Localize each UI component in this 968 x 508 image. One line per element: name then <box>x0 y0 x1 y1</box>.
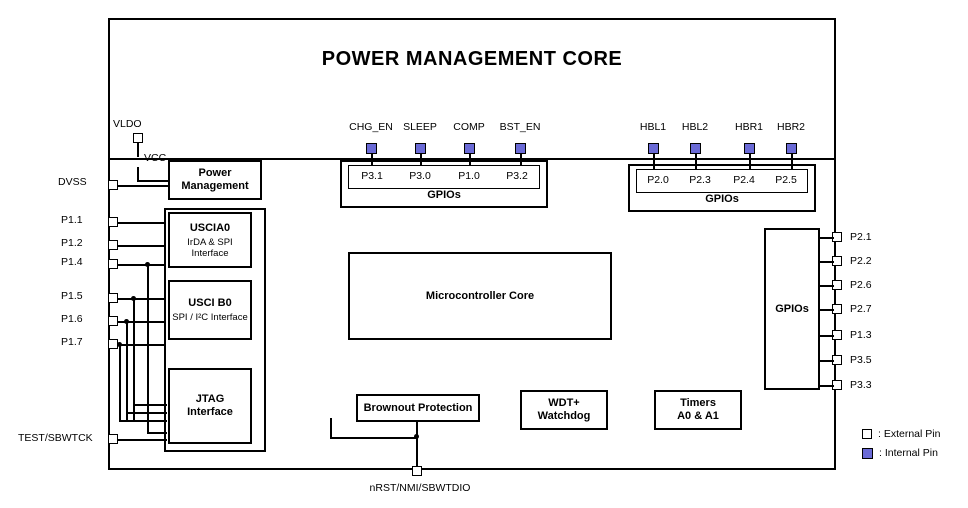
pin-label-comp: COMP <box>453 121 485 133</box>
external-pin-p15[interactable] <box>108 293 118 303</box>
pin-label-p16: P1.6 <box>61 313 83 325</box>
block-microcontroller-core[interactable] <box>348 252 612 340</box>
internal-pin-bst-en[interactable] <box>515 143 526 154</box>
internal-pin-icon <box>862 448 873 459</box>
internal-pin-hbr1[interactable] <box>744 143 755 154</box>
wire-p27 <box>820 309 834 311</box>
pin-label-p15: P1.5 <box>61 290 83 302</box>
pin-label-bst-en: BST_EN <box>499 121 541 133</box>
pin-label-hbr2: HBR2 <box>776 121 805 133</box>
block-brownout-protection[interactable] <box>356 394 480 422</box>
block-title-gpios-top-right: GPIOs <box>705 193 739 205</box>
wire-p14-down <box>147 264 149 432</box>
internal-pin-hbl1[interactable] <box>648 143 659 154</box>
pin-label-test-sbwtck: TEST/SBWTCK <box>18 432 93 444</box>
legend-label-external: : External Pin <box>878 428 941 440</box>
internal-pin-comp[interactable] <box>464 143 475 154</box>
block-title-power-management: Power <box>198 167 232 179</box>
gpio-port-p25: P2.5 <box>775 174 797 186</box>
gpio-port-p10: P1.0 <box>458 170 480 182</box>
block-sub-uscib0: SPI / I²C Interface <box>172 312 248 323</box>
block-title-wdt: WDT+ <box>548 397 580 409</box>
legend-label-internal: : Internal Pin <box>879 447 938 459</box>
external-pin-p12[interactable] <box>108 240 118 250</box>
wire-p26 <box>820 285 834 287</box>
block-uscib0[interactable] <box>168 280 252 340</box>
pin-label-vcc: VCC <box>144 152 167 164</box>
block-wdt-watchdog[interactable] <box>520 390 608 430</box>
pin-label-p13: P1.3 <box>850 329 872 341</box>
pin-label-p27: P2.7 <box>850 303 872 315</box>
wire-vldo <box>137 143 139 157</box>
wire-p12 <box>118 245 166 247</box>
external-pin-p11[interactable] <box>108 217 118 227</box>
legend-row-external <box>862 428 966 440</box>
wire-chg-en <box>371 154 373 166</box>
internal-pin-hbl2[interactable] <box>690 143 701 154</box>
block-jtag[interactable] <box>168 368 252 444</box>
wire-test-sbwtck <box>118 439 167 441</box>
wire-comp <box>469 154 471 166</box>
page-title: POWER MANAGEMENT CORE <box>321 48 623 70</box>
wire-hbr2 <box>791 154 793 170</box>
legend-row-internal <box>862 447 966 459</box>
external-pin-dvss[interactable] <box>108 180 118 190</box>
wire-p17 <box>118 344 166 346</box>
wire-p21 <box>820 237 834 239</box>
block-title-gpios-top-left: GPIOs <box>427 189 461 201</box>
wire-hbr1 <box>749 154 751 170</box>
block-title-microcontroller-core: Microcontroller Core <box>425 289 535 302</box>
pin-label-p11: P1.1 <box>61 214 83 226</box>
wire-p17-down <box>119 344 121 420</box>
wire-hbl2 <box>695 154 697 170</box>
wire-p15-down <box>133 298 135 420</box>
block-title-gpios-right: GPIOs <box>775 302 809 315</box>
block-uscia0[interactable] <box>168 212 252 268</box>
external-pin-p14[interactable] <box>108 259 118 269</box>
wire-p15 <box>118 298 166 300</box>
block-title-power-management-2: Management <box>181 180 249 192</box>
wire-dvss <box>118 185 169 187</box>
external-pin-icon <box>862 429 872 439</box>
block-title-uscia0: USCIA0 <box>189 221 231 234</box>
pin-label-p35: P3.5 <box>850 354 872 366</box>
wire-p22 <box>820 261 834 263</box>
wire-jtag-bus-a <box>119 420 167 422</box>
pin-label-chg-en: CHG_EN <box>349 121 393 133</box>
internal-pin-chg-en[interactable] <box>366 143 377 154</box>
wire-bst-en <box>520 154 522 166</box>
pin-label-p33: P3.3 <box>850 379 872 391</box>
block-title-brownout-protection: Brownout Protection <box>363 401 473 414</box>
pin-label-p26: P2.6 <box>850 279 872 291</box>
block-title-timers-2: A0 & A1 <box>677 410 719 422</box>
wire-p16-down <box>126 321 128 420</box>
external-pin-nrst[interactable] <box>412 466 422 476</box>
wire-p35 <box>820 360 834 362</box>
wire-p13 <box>820 335 834 337</box>
wire-sleep <box>420 154 422 166</box>
pin-label-hbr1: HBR1 <box>734 121 763 133</box>
pin-label-hbl2: HBL2 <box>681 121 709 133</box>
pin-label-p14: P1.4 <box>61 256 83 268</box>
pin-label-nrst: nRST/NMI/SBWTDIO <box>369 482 471 494</box>
wire-nrst-to-jtag <box>330 418 332 438</box>
pin-label-vldo: VLDO <box>113 118 142 130</box>
internal-pin-sleep[interactable] <box>415 143 426 154</box>
pin-label-hbl1: HBL1 <box>639 121 667 133</box>
wire-jtag-bus-b <box>126 412 167 414</box>
block-power-management[interactable] <box>168 160 262 200</box>
wire-p11 <box>118 222 166 224</box>
wire-p33 <box>820 385 834 387</box>
wire-jtag-bus-c <box>133 404 167 406</box>
block-title-wdt-2: Watchdog <box>537 410 591 422</box>
gpio-port-p31: P3.1 <box>361 170 383 182</box>
pin-label-p17: P1.7 <box>61 336 83 348</box>
pin-label-dvss: DVSS <box>58 176 87 188</box>
block-title-uscib0: USCI B0 <box>188 297 232 309</box>
external-pin-p16[interactable] <box>108 316 118 326</box>
block-sub-uscia0: IrDA & SPI Interface <box>187 236 233 259</box>
gpio-port-p24: P2.4 <box>733 174 755 186</box>
gpio-port-p32: P3.2 <box>506 170 528 182</box>
block-title-jtag: JTAG <box>195 393 225 405</box>
gpio-port-p23: P2.3 <box>689 174 711 186</box>
internal-pin-hbr2[interactable] <box>786 143 797 154</box>
wire-hbl1 <box>653 154 655 170</box>
wire-nrst-left <box>330 437 418 439</box>
wire-vcc <box>137 167 139 181</box>
gpio-port-p20: P2.0 <box>647 174 669 186</box>
external-pin-vldo[interactable] <box>133 133 143 143</box>
gpio-port-p30: P3.0 <box>409 170 431 182</box>
block-title-jtag-2: Interface <box>187 406 233 418</box>
pin-label-sleep: SLEEP <box>403 121 437 133</box>
block-gpios-right[interactable] <box>764 228 820 390</box>
external-pin-test-sbwtck[interactable] <box>108 434 118 444</box>
block-title-timers: Timers <box>680 397 716 409</box>
pin-label-p21: P2.1 <box>850 231 872 243</box>
wire-vcc-to-pm <box>137 180 169 182</box>
block-timers[interactable] <box>654 390 742 430</box>
pin-label-p22: P2.2 <box>850 255 872 267</box>
pin-label-p12: P1.2 <box>61 237 83 249</box>
legend <box>862 428 966 466</box>
wire-p14 <box>118 264 166 266</box>
